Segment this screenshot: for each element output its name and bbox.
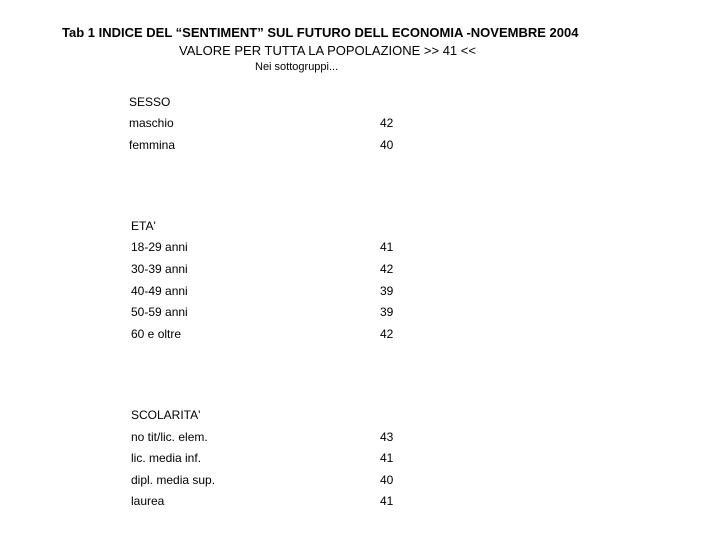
row-value-50-59: 39 <box>380 305 394 319</box>
row-value-30-39: 42 <box>380 262 394 276</box>
section-heading-sesso: SESSO <box>129 95 171 109</box>
row-value-laurea: 41 <box>380 494 394 508</box>
row-label-media-sup: dipl. media sup. <box>131 473 216 487</box>
row-label-60-oltre: 60 e oltre <box>131 327 182 341</box>
row-label-femmina: femmina <box>129 138 176 152</box>
row-value-40-49: 39 <box>380 284 394 298</box>
row-label-18-29: 18-29 anni <box>131 240 188 254</box>
row-label-maschio: maschio <box>129 116 174 130</box>
row-value-media-inf: 41 <box>380 451 394 465</box>
row-value-femmina: 40 <box>380 138 394 152</box>
row-label-30-39: 30-39 anni <box>131 262 188 276</box>
document-title: Tab 1 INDICE DEL “SENTIMENT” SUL FUTURO DELL ECONOMIA -NOVEMBRE 2004 <box>62 25 579 40</box>
row-label-no-titolo: no tit/lic. elem. <box>131 430 208 444</box>
subgroups-note: Nei sottogruppi... <box>255 61 339 73</box>
row-value-maschio: 42 <box>380 116 394 130</box>
row-label-50-59: 50-59 anni <box>131 305 188 319</box>
row-value-no-titolo: 43 <box>380 430 394 444</box>
row-label-laurea: laurea <box>131 494 165 508</box>
population-value-subtitle: VALORE PER TUTTA LA POPOLAZIONE >> 41 << <box>179 43 476 58</box>
row-label-media-inf: lic. media inf. <box>131 451 202 465</box>
row-label-40-49: 40-49 anni <box>131 284 188 298</box>
section-heading-eta: ETA' <box>131 219 156 233</box>
row-value-60-oltre: 42 <box>380 327 394 341</box>
row-value-18-29: 41 <box>380 240 394 254</box>
row-value-media-sup: 40 <box>380 473 394 487</box>
section-heading-scolarita: SCOLARITA' <box>131 408 201 422</box>
